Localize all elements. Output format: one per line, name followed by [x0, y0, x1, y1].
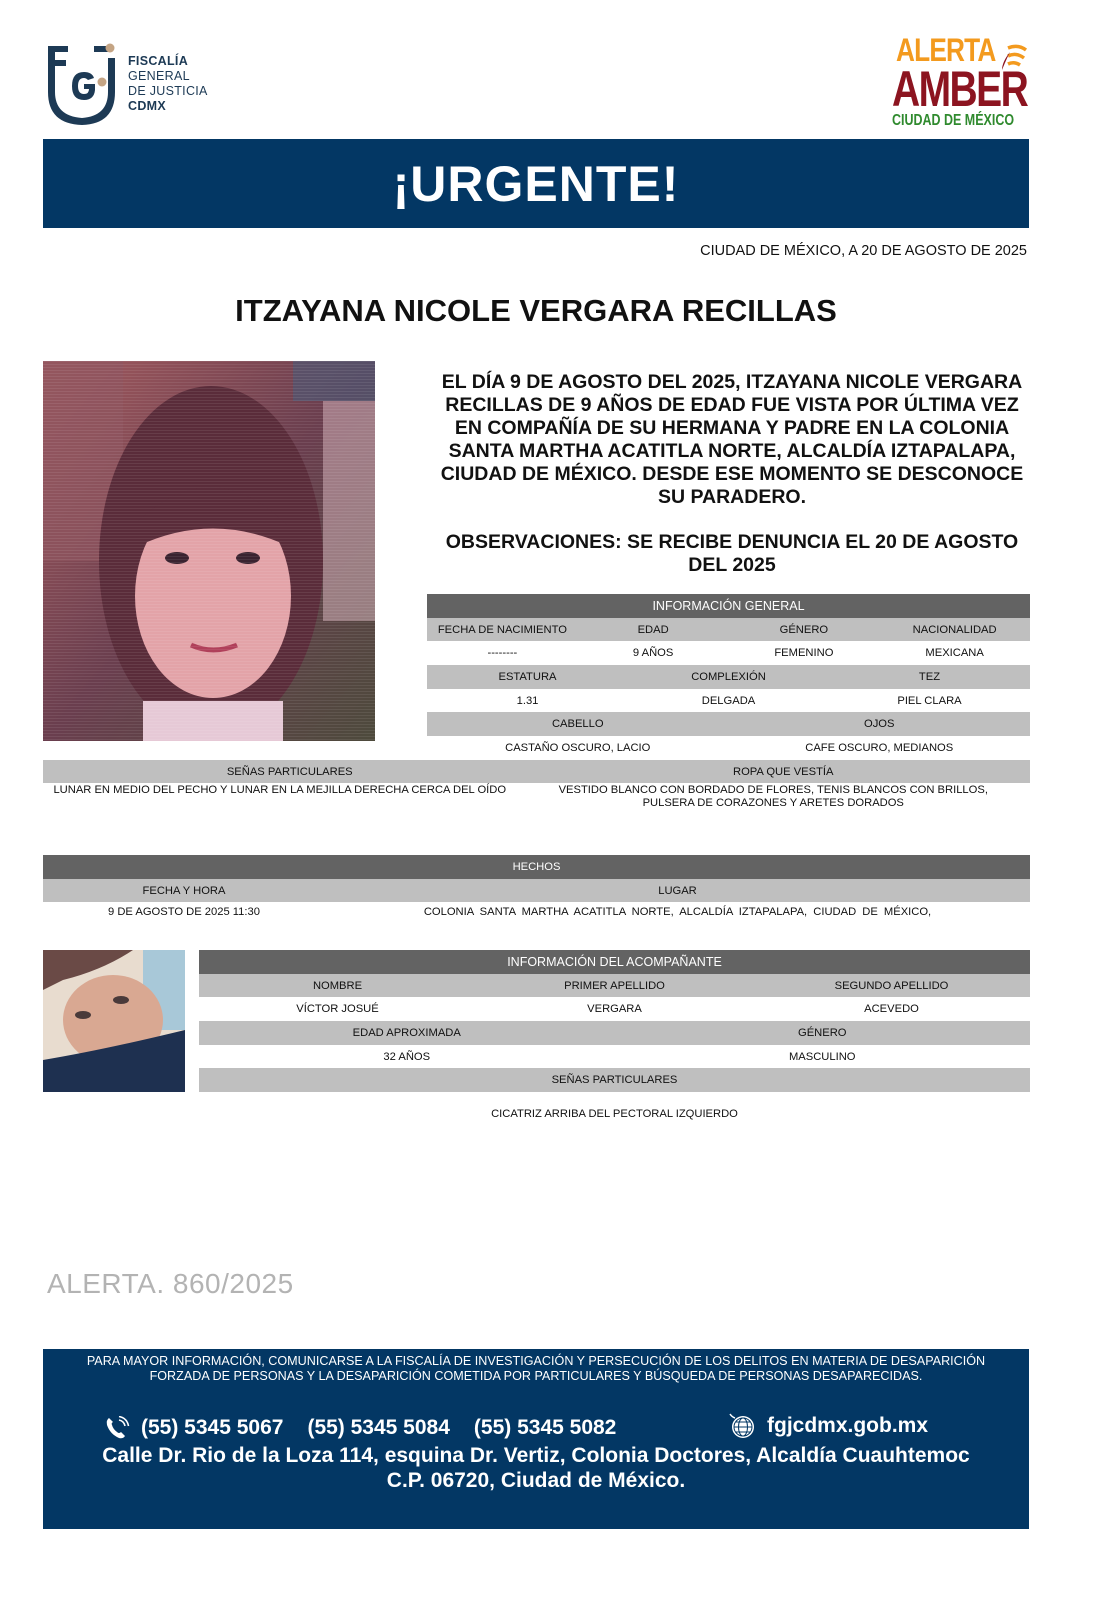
- header-age: EDAD: [637, 623, 669, 636]
- contact-info-line: FORZADA DE PERSONAS Y LA DESAPARICIÓN COMETIDA POR PARTICULARES Y BÚSQUEDA DE PERSONAS DESAPARECIDAS.: [149, 1368, 923, 1383]
- agency-line: GENERAL: [128, 69, 190, 83]
- urgent-title: ¡URGENTE!: [392, 155, 680, 212]
- table-row: [199, 1045, 1030, 1069]
- value-distinguishing-marks: LUNAR EN MEDIO DEL PECHO Y LUNAR EN LA MEJILLA DERECHA CERCA DEL OÍDO: [53, 784, 507, 796]
- table-header-row: [199, 1021, 1030, 1045]
- header-first-name: NOMBRE: [312, 979, 363, 992]
- table-row: [43, 902, 1030, 922]
- value-eyes: CAFE OSCURO, MEDIANOS: [805, 741, 954, 754]
- value-nationality: MEXICANA: [925, 647, 984, 660]
- value-first-surname: VERGARA: [587, 1003, 642, 1016]
- phone-number[interactable]: (55) 5345 5084: [307, 1416, 450, 1439]
- globe-icon: [727, 1412, 757, 1440]
- companion-info-table: [199, 950, 1030, 1092]
- header-nationality: NACIONALIDAD: [912, 623, 997, 636]
- narrative-text: EL DÍA 9 DE AGOSTO DEL 2025, ITZAYANA NICOLE VERGARA RECILLAS DE 9 AÑOS DE EDAD FUE VISTA POR ÚLTIMA VEZ EN COMPAÑÍA DE SU HERMANA Y PADRE EN LA COLONIA SANTA MARTHA ACATITLA NORTE, ALCALDÍA IZTAPALAPA, CIUDAD DE MÉXICO. DESDE ESE MOMENTO SE DESCONOCE SU PARADERO.: [440, 371, 1024, 508]
- table-header-row: [427, 618, 1030, 642]
- header-eyes: OJOS: [864, 718, 895, 731]
- value-date-time: 9 DE AGOSTO DE 2025 11:30: [108, 906, 260, 919]
- phone-number[interactable]: (55) 5345 5067: [141, 1416, 284, 1439]
- table-row: [427, 641, 1030, 665]
- agency-line: FISCALÍA: [128, 54, 189, 68]
- value-complexion: PIEL CLARA: [897, 694, 962, 707]
- companion-marks-header: SEÑAS PARTICULARES: [199, 1068, 1030, 1092]
- agency-name: [128, 54, 208, 114]
- address: [43, 1443, 1029, 1493]
- agency-line: DE JUSTICIA: [128, 84, 208, 98]
- header-distinguishing-marks: SEÑAS PARTICULARES: [226, 765, 353, 778]
- agency-line: CDMX: [128, 99, 167, 113]
- companion-info-title: INFORMACIÓN DEL ACOMPAÑANTE: [199, 950, 1030, 974]
- header-clothing: ROPA QUE VESTÍA: [732, 765, 834, 778]
- contact-info: [43, 1354, 1029, 1383]
- table-header-row: [427, 712, 1030, 736]
- value-build: DELGADA: [701, 694, 756, 707]
- fgj-logo-icon: [44, 42, 124, 127]
- amber-logo-amber: AMBER: [892, 61, 1028, 117]
- website: [727, 1412, 928, 1440]
- value-approx-age: 32 AÑOS: [383, 1050, 431, 1063]
- signal-waves-icon: [1000, 40, 1034, 80]
- header-date-time: FECHA Y HORA: [142, 884, 226, 897]
- value-age: 9 AÑOS: [632, 647, 674, 660]
- facts-title: HECHOS: [43, 855, 1030, 879]
- value-clothing: VESTIDO BLANCO CON BORDADO DE FLORES, TENIS BLANCOS CON BRILLOS, PULSERA DE CORAZONES Y ARETES DORADOS: [558, 784, 988, 809]
- general-info-table: [427, 594, 1030, 760]
- header-companion-gender: GÉNERO: [798, 1026, 847, 1039]
- observations-text: OBSERVACIONES: SE RECIBE DENUNCIA EL 20 DE AGOSTO DEL 2025: [445, 531, 1019, 576]
- header-height: ESTATURA: [498, 670, 557, 683]
- header-second-surname: SEGUNDO APELLIDO: [834, 979, 949, 992]
- features-clothing-table: [43, 760, 1030, 810]
- amber-logo-city: CIUDAD DE MÉXICO: [892, 112, 1015, 129]
- header-first-surname: PRIMER APELLIDO: [564, 979, 665, 992]
- header-hair: CABELLO: [551, 718, 604, 731]
- table-row: [427, 689, 1030, 713]
- value-hair: CASTAÑO OSCURO, LACIO: [505, 741, 651, 754]
- header-birth-date: FECHA DE NACIMIENTO: [437, 623, 567, 636]
- missing-person-name: ITZAYANA NICOLE VERGARA RECILLAS: [235, 293, 837, 328]
- table-header-row: [43, 760, 1030, 783]
- value-height: 1.31: [516, 694, 539, 707]
- table-row: [199, 997, 1030, 1021]
- value-companion-gender: MASCULINO: [788, 1050, 856, 1063]
- value-second-surname: ACEVEDO: [864, 1003, 919, 1016]
- phone-numbers: [105, 1416, 640, 1440]
- header-build: COMPLEXIÓN: [691, 670, 766, 683]
- table-row: [43, 783, 1030, 810]
- header-gender: GÉNERO: [779, 623, 829, 636]
- companion-photo: [43, 950, 185, 1092]
- amber-logo-alerta: ALERTA: [896, 32, 996, 68]
- value-first-name: VÍCTOR JOSUÉ: [296, 1003, 379, 1016]
- story-block: [432, 371, 1032, 577]
- header-complexion: TEZ: [918, 670, 941, 683]
- fgj-logo: [44, 42, 124, 127]
- website-link[interactable]: fgjcdmx.gob.mx: [767, 1414, 929, 1437]
- missing-child-photo: [43, 361, 375, 741]
- phone-icon: [105, 1416, 131, 1440]
- companion-marks-value: CICATRIZ ARRIBA DEL PECTORAL IZQUIERDO: [491, 1108, 738, 1120]
- table-header-row: [427, 665, 1030, 689]
- address-line: Calle Dr. Rio de la Loza 114, esquina Dr. Vertiz, Colonia Doctores, Alcaldía Cuauhtemoc: [102, 1444, 970, 1467]
- address-line: C.P. 06720, Ciudad de México.: [386, 1469, 686, 1492]
- phone-number[interactable]: (55) 5345 5082: [473, 1416, 617, 1439]
- date-line: CIUDAD DE MÉXICO, A 20 DE AGOSTO DE 2025: [700, 243, 1027, 259]
- contact-footer: [43, 1349, 1029, 1529]
- contact-info-line: PARA MAYOR INFORMACIÓN, COMUNICARSE A LA FISCALÍA DE INVESTIGACIÓN Y PERSECUCIÓN DE LOS DELITOS EN MATERIA DE DESAPARICIÓN: [86, 1354, 986, 1368]
- urgent-banner: [43, 139, 1029, 228]
- header-place: LUGAR: [658, 884, 697, 897]
- value-birth-date: --------: [487, 647, 518, 660]
- alert-number: ALERTA. 860/2025: [47, 1268, 294, 1299]
- table-row: [427, 736, 1030, 760]
- table-header-row: [199, 974, 1030, 998]
- value-gender: FEMENINO: [774, 647, 834, 660]
- value-place: COLONIA SANTA MARTHA ACATITLA NORTE, ALCALDÍA IZTAPALAPA, CIUDAD DE MÉXICO,: [423, 906, 932, 919]
- facts-table: [43, 855, 1030, 922]
- general-info-title: INFORMACIÓN GENERAL: [427, 594, 1030, 618]
- table-header-row: [43, 879, 1030, 903]
- header-approx-age: EDAD APROXIMADA: [352, 1026, 461, 1039]
